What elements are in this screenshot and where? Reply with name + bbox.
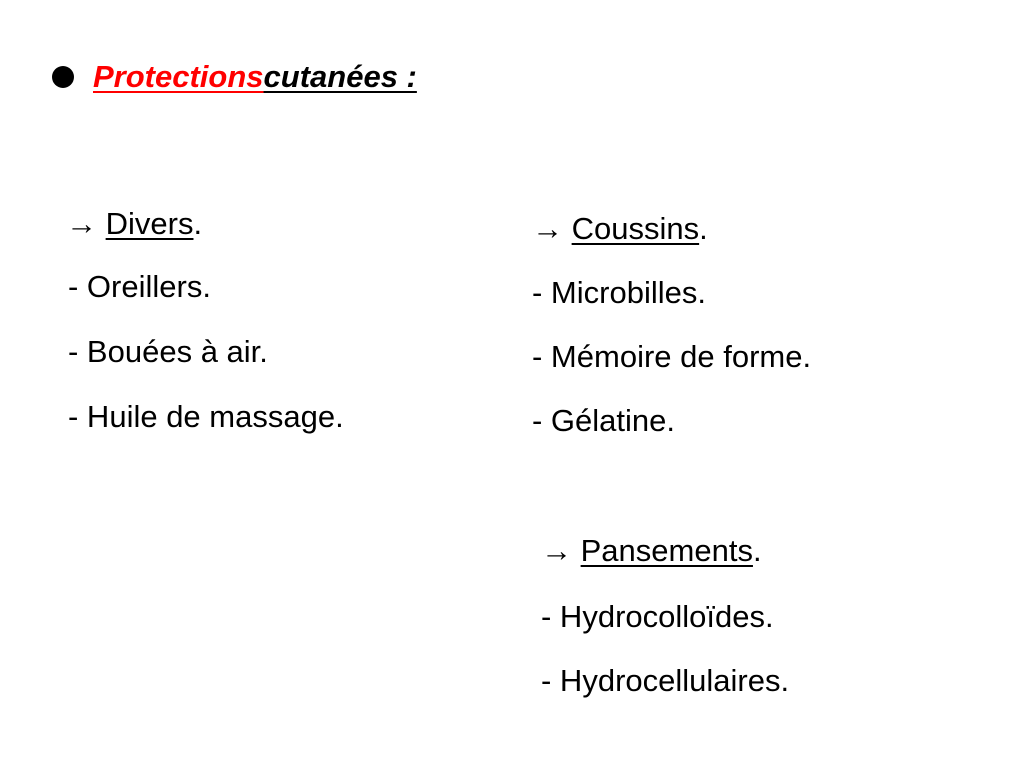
bullet-icon [52,66,74,88]
heading-black-part: cutanées : [263,59,417,94]
heading-red-part: Protections [93,59,264,94]
section-title-suffix: . [752,533,762,568]
arrow-icon: → [66,206,106,241]
list-item: - Mémoire de forme. [532,339,812,374]
list-item: - Microbilles. [532,275,706,310]
section-title-label: Divers [105,206,194,241]
list-item: - Hydrocolloïdes. [541,599,774,634]
section-title-coussins [532,209,708,249]
section-title-suffix: . [699,211,708,246]
list-item: - Oreillers. [68,269,211,304]
section-title-divers [66,204,202,244]
section-title-label: Pansements [580,533,753,568]
list-item: - Bouées à air. [68,334,268,369]
section-title-suffix: . [193,206,203,241]
section-title-label: Coussins [571,211,700,246]
slide-heading [52,52,417,102]
list-item: - Huile de massage. [68,399,344,434]
arrow-icon: → [532,211,572,246]
arrow-icon: → [541,533,581,568]
list-item: - Hydrocellulaires. [541,663,790,698]
list-item: - Gélatine. [532,403,676,438]
section-title-pansements [541,531,762,571]
